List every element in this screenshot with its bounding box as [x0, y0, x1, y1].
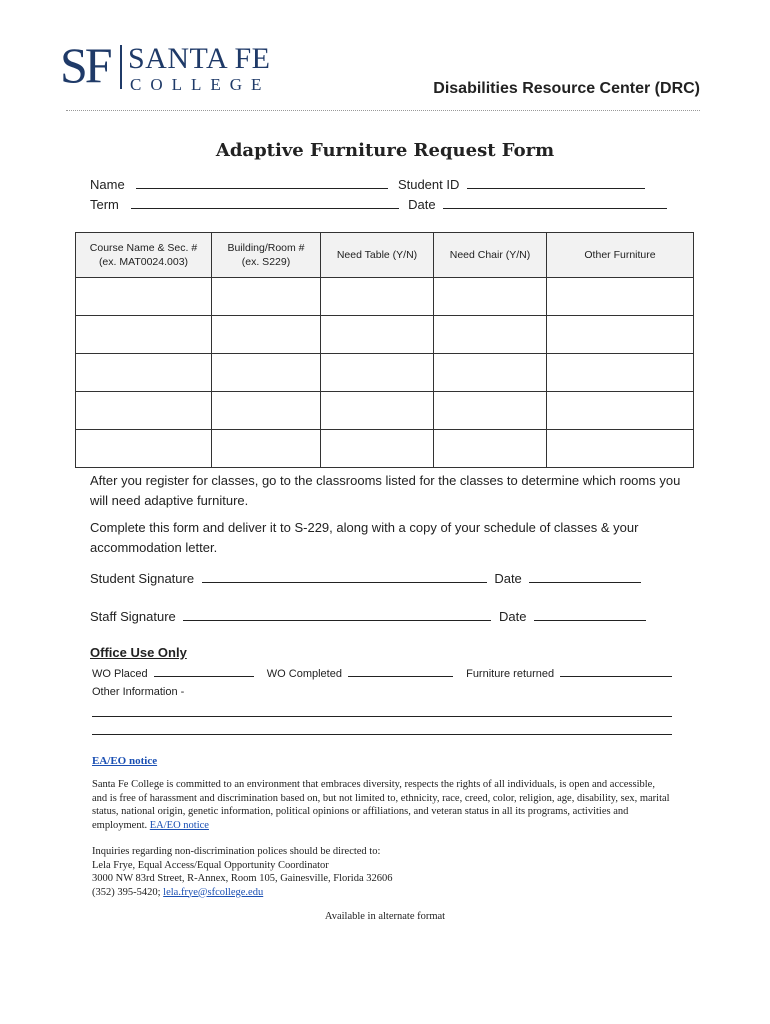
table-cell[interactable]: [76, 430, 212, 468]
table-cell[interactable]: [321, 354, 434, 392]
eaeo-inquiries: Inquiries regarding non-discrimination polices should be directed to:: [92, 846, 381, 857]
form-title: Adaptive Furniture Request Form: [215, 140, 555, 161]
eaeo-address: 3000 NW 83rd Street, R-Annex, Room 105, Gainesville, Florida 32606: [92, 873, 393, 884]
wo-placed-label: WO Placed: [92, 668, 148, 680]
table-cell[interactable]: [321, 278, 434, 316]
staff-signature-field[interactable]: [183, 608, 491, 621]
other-information-line-1[interactable]: [92, 716, 672, 717]
table-row: [76, 316, 694, 354]
eaeo-inline-link[interactable]: EA/EO notice: [149, 819, 209, 831]
table-row: [76, 430, 694, 468]
table-row: [76, 354, 694, 392]
other-information-label: Other Information -: [92, 686, 185, 698]
name-field[interactable]: [136, 176, 388, 189]
eaeo-body: [92, 778, 672, 832]
staff-date-field[interactable]: [534, 608, 646, 621]
table-cell[interactable]: [212, 278, 321, 316]
table-cell[interactable]: [547, 430, 694, 468]
alternate-format-note: Available in alternate format: [324, 911, 446, 922]
table-cell[interactable]: [212, 316, 321, 354]
eaeo-email-link[interactable]: lela.frye@sfcollege.edu: [163, 886, 264, 898]
table-row: [76, 278, 694, 316]
name-row: [90, 176, 645, 192]
eaeo-heading-link[interactable]: EA/EO notice: [92, 755, 158, 767]
staff-signature-label: Staff Signature: [90, 609, 176, 624]
table-cell[interactable]: [76, 316, 212, 354]
other-information-line-2[interactable]: [92, 734, 672, 735]
table-cell[interactable]: [547, 278, 694, 316]
col-building: Building/Room # (ex. S229): [212, 233, 321, 278]
term-row: [90, 196, 667, 212]
instruction-paragraph-2: Complete this form and deliver it to S-229, along with a copy of your schedule of classes & your accommodation letter.: [90, 520, 639, 555]
table-cell[interactable]: [434, 278, 547, 316]
wo-completed-label: WO Completed: [266, 668, 342, 680]
table-row: [76, 392, 694, 430]
table-cell[interactable]: [321, 392, 434, 430]
table-cell[interactable]: [76, 278, 212, 316]
wo-placed-field[interactable]: [154, 667, 254, 677]
table-cell[interactable]: [434, 316, 547, 354]
furniture-returned-label: Furniture returned: [466, 668, 555, 680]
furniture-returned-field[interactable]: [560, 667, 672, 677]
date-field[interactable]: [443, 196, 667, 209]
table-cell[interactable]: [212, 430, 321, 468]
eaeo-contact: [92, 845, 672, 899]
date-label: Date: [408, 197, 436, 212]
office-use-heading: Office Use Only: [90, 645, 187, 660]
table-cell[interactable]: [434, 430, 547, 468]
student-signature-field[interactable]: [202, 570, 487, 583]
student-date-field[interactable]: [529, 570, 641, 583]
table-cell[interactable]: [76, 392, 212, 430]
wo-completed-field[interactable]: [348, 667, 453, 677]
logo-mark: SF: [60, 37, 110, 93]
eaeo-contact-name: Lela Frye, Equal Access/Equal Opportunity Coordinator: [92, 859, 329, 871]
col-need-table: Need Table (Y/N): [321, 233, 434, 278]
eaeo-body-text: Santa Fe College is committed to an environment that embraces diversity, respects the rights of all individuals, is open and accessible, and is free of harassment and discrimination based on, but not limited to, ethnicity, race, creed, color, religion, age, disability, sex, marital status, national origin, genetic information, political opinions or affiliations, and veteran status in all its programs, activities and employment.: [92, 779, 670, 831]
col-other-furniture: Other Furniture: [547, 233, 694, 278]
department-title: Disabilities Resource Center (DRC): [433, 80, 700, 97]
instruction-paragraph-1: After you register for classes, go to the classrooms listed for the classes to determine which rooms you will need adaptive furniture.: [90, 473, 681, 508]
student-signature-label: Student Signature: [90, 571, 195, 586]
table-cell[interactable]: [434, 392, 547, 430]
student-id-label: Student ID: [397, 177, 460, 192]
table-cell[interactable]: [76, 354, 212, 392]
term-field[interactable]: [131, 196, 399, 209]
student-signature-row: [90, 570, 641, 586]
table-header-row: [76, 233, 694, 278]
table-cell[interactable]: [547, 354, 694, 392]
name-label: Name: [90, 177, 125, 192]
header-divider: [66, 110, 700, 111]
request-table: [75, 232, 694, 468]
col-need-chair: Need Chair (Y/N): [434, 233, 547, 278]
table-cell[interactable]: [547, 316, 694, 354]
table-cell[interactable]: [321, 316, 434, 354]
table-cell[interactable]: [212, 392, 321, 430]
logo-divider: [120, 45, 122, 89]
student-date-label: Date: [494, 571, 522, 586]
eaeo-phone: (352) 395-5420;: [92, 886, 161, 898]
staff-date-label: Date: [499, 609, 527, 624]
office-work-order-row: [92, 667, 672, 680]
table-cell[interactable]: [547, 392, 694, 430]
table-cell[interactable]: [212, 354, 321, 392]
eaeo-phone-email: [92, 886, 672, 900]
logo-name: SANTA FE: [128, 42, 271, 75]
term-label: Term: [90, 197, 119, 212]
college-logo: [60, 37, 300, 96]
col-course: Course Name & Sec. # (ex. MAT0024.003): [76, 233, 212, 278]
table-cell[interactable]: [321, 430, 434, 468]
student-id-field[interactable]: [467, 176, 645, 189]
table-cell[interactable]: [434, 354, 547, 392]
staff-signature-row: [90, 608, 646, 624]
logo-sub: COLLEGE: [130, 75, 271, 94]
